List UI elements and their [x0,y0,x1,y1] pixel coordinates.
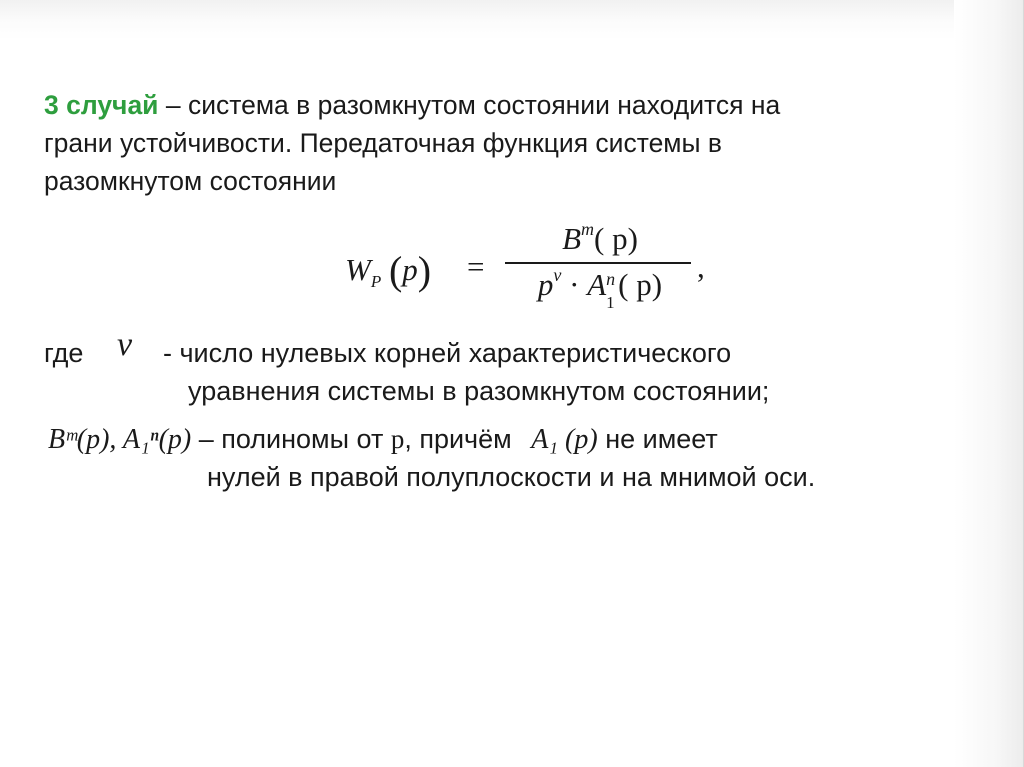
fraction-bar [505,262,691,264]
intro-line-2: грани устойчивости. Передаточная функция системы в [44,128,723,158]
formula-den-arg: ( p) [618,267,663,302]
formula-B: B [562,221,582,256]
formula-lhs-arg: p [402,252,418,287]
case-label: 3 случай [44,90,159,120]
formula-B-sup: m [581,219,595,239]
poly-tail: не имеет [597,424,718,454]
formula-den-p: p [537,267,554,302]
nu-symbol: ν [117,326,133,363]
formula-A-sub: 1 [606,293,615,312]
where-line-1: - число нулевых корней характеристического [163,338,732,368]
slide-top-shading [0,0,1024,40]
poly-expression: Bᵐ(p), A₁ⁿ(p) [48,424,192,455]
intro-line-1 [44,86,944,124]
formula-W: W [345,252,371,287]
formula-W-subscript: P [370,272,382,291]
formula-lhs: $W_P$ (p) [345,248,432,293]
poly-line-1 [48,424,718,456]
slide-right-shading [954,0,1024,767]
poly-after-p: , причём [404,424,520,454]
formula-den-p-sup: ν [553,265,562,285]
formula-num-arg: ( p) [594,221,638,256]
intro-line-3: разомкнутом состоянии [44,166,337,196]
poly-mid-text: – полиномы от [191,424,391,454]
poly-A1-expr: A₁ (p) [531,424,598,455]
intro-paragraph [44,86,944,200]
formula-denominator [505,265,695,312]
formula-numerator [505,219,695,257]
poly-p-char: p [390,424,405,454]
poly-line-2: нулей в правой полуплоскости и на мнимой оси. [207,462,816,492]
where-line-2: уравнения системы в разомкнутом состоянии; [188,376,770,406]
where-label: где [44,338,84,368]
formula-dot: · [561,267,588,302]
formula-A: A [587,267,607,302]
intro-line-1-text: – система в разомкнутом состоянии находится на [158,90,781,120]
formula-comma: , [697,249,705,284]
formula-equals: = [467,249,485,284]
formula-A-sup: n [606,269,616,289]
